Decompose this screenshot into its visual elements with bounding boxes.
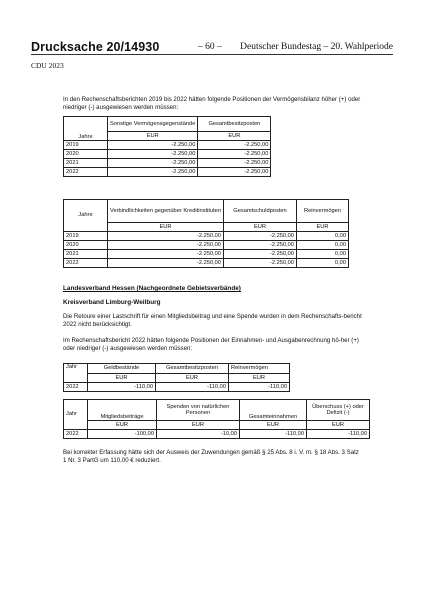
table-cell: -2.250,00 [108,241,224,250]
table-cell: -2.250,00 [108,159,198,168]
table-row [64,168,271,177]
table-cell: -2.250,00 [108,250,224,259]
table-row [64,150,271,159]
table-cell: 2019 [64,232,108,241]
kreisverband-heading: Kreisverband Limburg-Weilburg [63,299,161,306]
unit-cell: EUR [229,373,290,383]
table-vermoegensbilanz-2 [63,199,349,268]
unit-cell: EUR [240,421,307,430]
table-cell: 0,00 [296,241,348,250]
table-cell: -110,00 [240,430,307,439]
table-cell: -110,00 [156,383,229,392]
unit-cell: EUR [156,373,229,383]
table-cell: 2022 [64,168,108,177]
table-cell: -2.250,00 [198,159,271,168]
table-header: Mitgliedsbeiträge [88,400,157,421]
table-header: Jahre [64,200,108,232]
table-cell: 2020 [64,241,108,250]
table-header: Jahr [64,364,88,383]
unit-cell: EUR [198,132,271,141]
unit-cell: EUR [108,132,198,141]
table-cell: 0,00 [296,250,348,259]
table-besitzposten [63,363,290,392]
section-label: CDU 2023 [31,61,64,70]
table-header: Sonstige Vermögensgegenstände [108,117,198,132]
page-number: – 60 – [198,42,222,52]
table-cell: -2.250,00 [223,259,296,268]
table-row [64,232,349,241]
table-cell: -10,00 [157,430,240,439]
table-header: Jahre [64,117,108,141]
unit-cell: EUR [88,421,157,430]
table-cell: 2021 [64,159,108,168]
table-header: Spenden von natürlichen Personen [157,400,240,421]
table-cell: -110,00 [88,383,156,392]
table-cell: -100,00 [88,430,157,439]
table-cell: 2021 [64,250,108,259]
table-header: Reinvermögen [296,200,348,223]
table-header: Gesamtbesitzposten [156,364,229,374]
table-cell: 2022 [64,383,88,392]
table-header: Gesamteinnahmen [240,400,307,421]
table-cell: -2.250,00 [198,168,271,177]
landesverband-heading: Landesverband Hessen (Nachgeordnete Gebietsverbände) [63,285,241,292]
table-cell: -2.250,00 [223,241,296,250]
retoure-paragraph: Die Retoure einer Lastschrift für einen Mitgliedsbeitrag und eine Spende wurden in dem Rechenschafts-bericht 2022 nicht berücksichtigt. [63,313,362,328]
table-row [64,141,271,150]
header-right: Deutscher Bundestag – 20. Wahlperiode [240,42,393,52]
table-cell: -2.250,00 [108,150,198,159]
table-header: Reinvermögen [229,364,290,374]
einnahmen-paragraph: Im Rechenschaftsbericht 2022 hätten folgende Positionen der Einnahmen- und Ausgabenrechnung hö-her (+) oder niedriger (-) ausgewiesen werden müssen: [63,337,359,352]
header-divider [31,54,393,55]
table-cell: -2.250,00 [108,141,198,150]
table-cell: -2.250,00 [108,168,198,177]
unit-cell: EUR [223,223,296,232]
intro-paragraph: In den Rechenschaftsberichten 2019 bis 2022 hätten folgende Positionen der Vermögensbilanz höher (+) oder niedriger (-) ausgewiesen werden müssen: [63,96,361,111]
table-row [64,383,290,392]
table-cell: -2.250,00 [198,150,271,159]
table-cell: 0,00 [296,232,348,241]
table-vermoegensbilanz-1 [63,116,271,177]
table-header: Gesamtbesitzposten [198,117,271,132]
table-row [64,159,271,168]
table-cell: -110,00 [229,383,290,392]
table-header: Jahr [64,400,88,430]
document-number: Drucksache 20/14930 [31,40,160,54]
table-cell: -2.250,00 [198,141,271,150]
table-cell: -2.250,00 [108,259,224,268]
unit-cell: EUR [157,421,240,430]
unit-cell: EUR [88,373,156,383]
table-header: Überschuss (+) oder Defizit (-) [307,400,370,421]
table-cell: -110,00 [307,430,370,439]
unit-cell: EUR [108,223,224,232]
table-row [64,259,349,268]
table-row [64,250,349,259]
table-cell: 2020 [64,150,108,159]
table-cell: -2.250,00 [223,250,296,259]
table-cell: 2019 [64,141,108,150]
table-row [64,241,349,250]
table-cell: 0,00 [296,259,348,268]
unit-cell: EUR [296,223,348,232]
table-header: Gesamtschuldposten [223,200,296,223]
table-header: Verbindlichkeiten gegenüber Kreditinstituten [108,200,224,223]
table-row [64,430,370,439]
unit-cell: EUR [307,421,370,430]
table-cell: -2.250,00 [108,232,224,241]
table-cell: 2022 [64,259,108,268]
table-cell: 2022 [64,430,88,439]
table-header: Geldbestände [88,364,156,374]
footer-note: Bei korrekter Erfassung hätte sich der Ausweis der Zuwendungen gemäß § 25 Abs. 8 i. V. m. § 18 Abs. 3 Satz 1 Nr. 3 PartG um 110,00 € reduziert. [63,449,359,464]
table-cell: -2.250,00 [223,232,296,241]
table-einnahmen [63,399,370,439]
